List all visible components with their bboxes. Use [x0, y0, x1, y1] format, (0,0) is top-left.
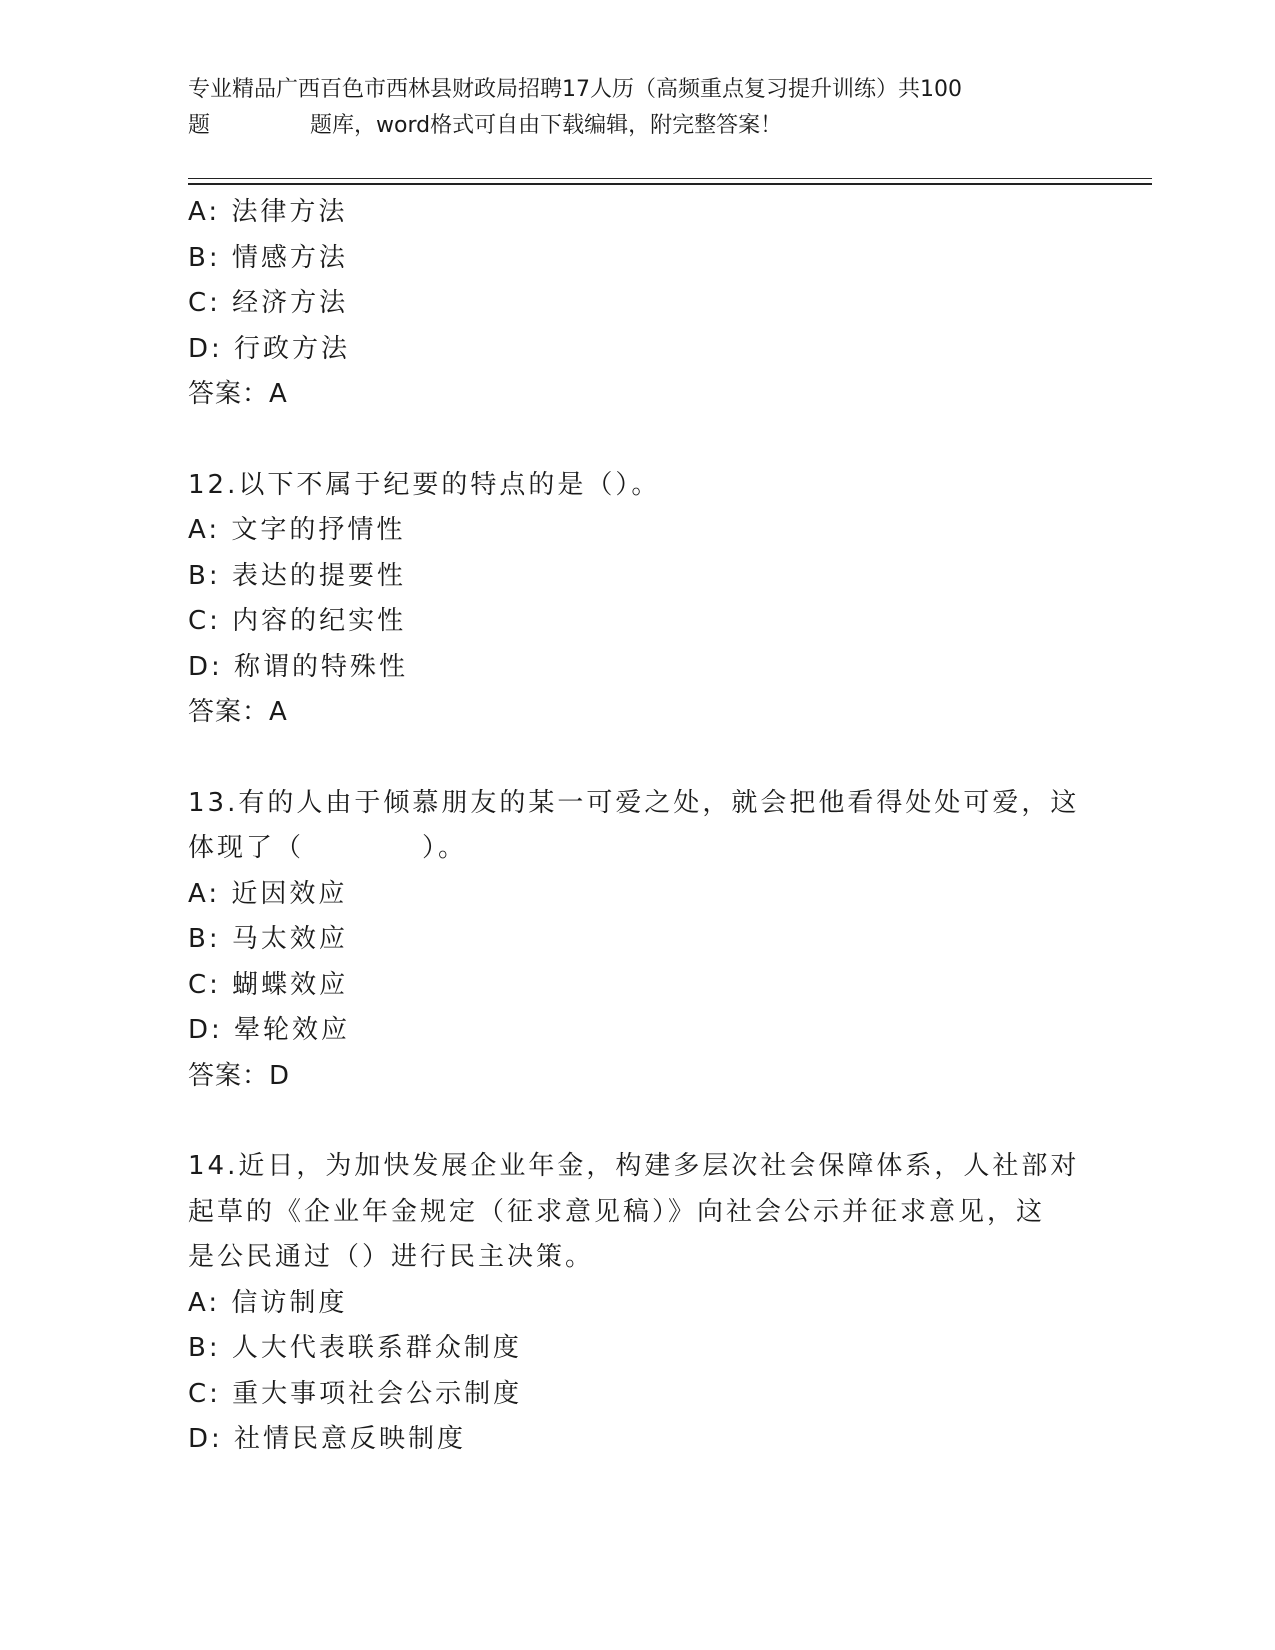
option-d: D: 称谓的特殊性 — [188, 651, 409, 682]
header-divider-thin — [188, 178, 1152, 179]
question-14 — [188, 1144, 1088, 1463]
option-b: B: 人大代表联系群众制度 — [188, 1333, 522, 1363]
question-stem-line2-start: 体现了（ — [188, 833, 305, 863]
question-stem-line2-end: ）。 — [422, 833, 468, 863]
question-13 — [188, 781, 1088, 1100]
option-a: A: 法律方法 — [188, 197, 348, 227]
option-b: B: 马太效应 — [188, 924, 348, 954]
question-content — [188, 190, 1088, 1463]
question-stem-line1: 13.有的人由于倾慕朋友的某一可爱之处，就会把他看得处处可爱，这 — [188, 787, 1080, 818]
option-d: D: 行政方法 — [188, 333, 351, 364]
header-divider-thick — [188, 183, 1152, 185]
page-header — [188, 72, 1088, 144]
answer: 答案：A — [188, 697, 288, 727]
question-12 — [188, 463, 1088, 736]
option-c: C: 蝴蝶效应 — [188, 969, 349, 1000]
header-title-line2-start: 题 — [188, 113, 211, 138]
option-b: B: 表达的提要性 — [188, 560, 406, 591]
option-c: C: 内容的纪实性 — [188, 606, 407, 636]
header-title-line2 — [188, 108, 1088, 144]
question-stem-line2: 起草的《企业年金规定（征求意见稿）》向社会公示并征求意见，这 — [188, 1196, 1046, 1227]
option-d: D: 社情民意反映制度 — [188, 1424, 467, 1454]
header-title-line2-rest: 题库，word格式可自由下载编辑，附完整答案！ — [310, 113, 783, 138]
answer: 答案：D — [188, 1060, 291, 1091]
question-stem: 12.以下不属于纪要的特点的是（）。 — [188, 469, 661, 500]
option-c: C: 重大事项社会公示制度 — [188, 1378, 523, 1409]
header-title-line1: 专业精品广西百色市西林县财政局招聘17人历（高频重点复习提升训练）共100 — [188, 77, 962, 102]
option-b: B: 情感方法 — [188, 242, 348, 273]
option-a: A: 信访制度 — [188, 1287, 348, 1318]
answer: 答案：A — [188, 379, 288, 409]
question-11 — [188, 190, 1088, 418]
option-a: A: 近因效应 — [188, 878, 348, 909]
question-stem-line2 — [188, 826, 1088, 872]
option-d: D: 晕轮效应 — [188, 1015, 351, 1045]
question-stem-line1: 14.近日，为加快发展企业年金，构建多层次社会保障体系，人社部对 — [188, 1151, 1080, 1181]
option-a: A: 文字的抒情性 — [188, 515, 406, 545]
question-stem-line3: 是公民通过（）进行民主决策。 — [188, 1242, 595, 1272]
option-c: C: 经济方法 — [188, 288, 349, 318]
